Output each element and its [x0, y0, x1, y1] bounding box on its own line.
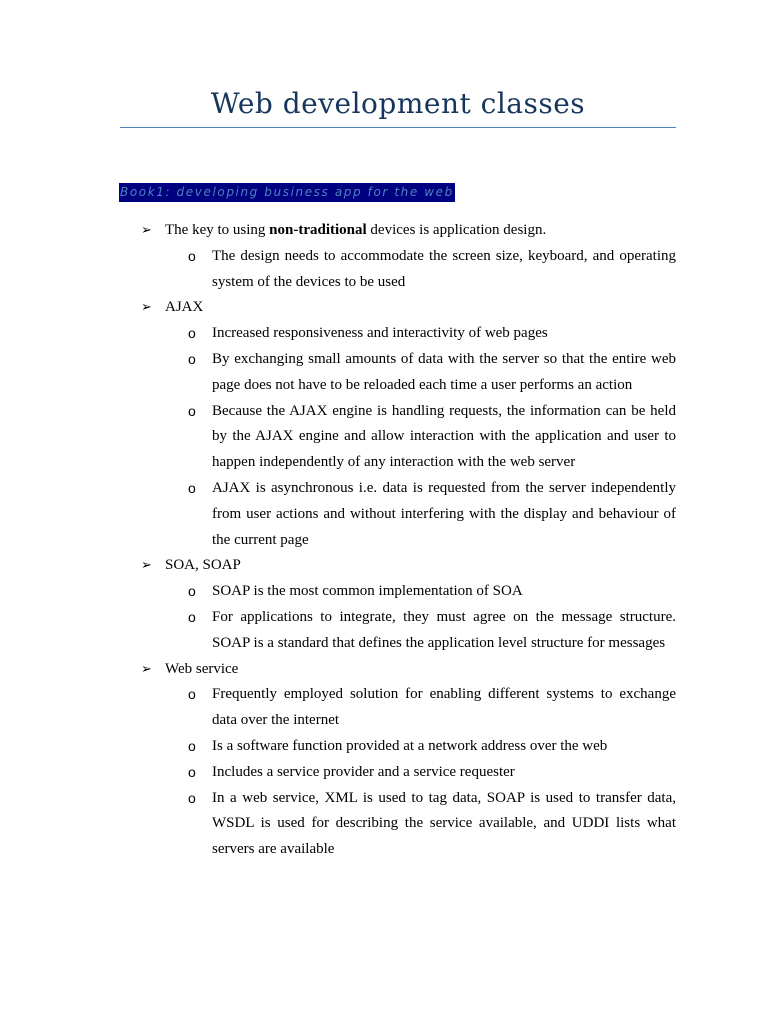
list-item-level2 — [188, 579, 676, 605]
circle-bullet-icon: o — [188, 583, 196, 600]
arrowhead-bullet-icon: ➢ — [141, 558, 152, 574]
page-title: Web development classes — [210, 87, 586, 120]
title-underline — [120, 127, 676, 128]
bullet-list — [0, 218, 768, 863]
circle-bullet-icon: o — [188, 325, 196, 342]
list-item-text: SOAP is the most common implementation of SOA — [212, 583, 523, 600]
list-item-level2 — [188, 682, 676, 734]
circle-bullet-icon: o — [188, 402, 196, 419]
list-item-text: Web service — [165, 660, 239, 677]
list-item-text: Because the AJAX engine is handling requests, the information can be held by the AJAX engine and allow interaction with the application and user to happen independently of any interaction with the web server — [212, 402, 676, 471]
list-item-text: Includes a service provider and a service requester — [212, 763, 515, 780]
arrowhead-bullet-icon: ➢ — [141, 661, 152, 677]
circle-bullet-icon: o — [188, 608, 196, 625]
list-item-level2 — [188, 760, 676, 786]
list-item-level1 — [141, 218, 676, 244]
list-item-text: AJAX — [165, 299, 204, 316]
bold-term: non-traditional — [269, 222, 367, 238]
list-item-text: The design needs to accommodate the screen size, keyboard, and operating system of the devices to be used — [212, 247, 676, 290]
circle-bullet-icon: o — [188, 789, 196, 806]
circle-bullet-icon: o — [188, 479, 196, 496]
list-item-level2 — [188, 347, 676, 399]
list-item-text: By exchanging small amounts of data with the server so that the entire web page does not have to be reloaded each time a user performs an action — [212, 350, 676, 393]
list-item-level1 — [141, 553, 676, 579]
circle-bullet-icon: o — [188, 737, 196, 754]
arrowhead-bullet-icon: ➢ — [141, 300, 152, 316]
list-item-level1 — [141, 295, 676, 321]
circle-bullet-icon: o — [188, 350, 196, 367]
circle-bullet-icon: o — [188, 763, 196, 780]
list-item-text: For applications to integrate, they must agree on the message structure. SOAP is a standard that defines the application level structure for messages — [212, 608, 676, 651]
circle-bullet-icon: o — [188, 686, 196, 703]
list-item-level2 — [188, 399, 676, 476]
list-item-text: The key to using — [165, 222, 270, 238]
circle-bullet-icon: o — [188, 247, 196, 264]
list-item-level2 — [188, 605, 676, 657]
highlighted-subtitle: Book1: developing business app for the web — [119, 183, 455, 202]
list-item-text: Is a software function provided at a network address over the web — [212, 737, 608, 754]
arrowhead-bullet-icon: ➢ — [141, 223, 152, 238]
list-item-text: In a web service, XML is used to tag data, SOAP is used to transfer data, WSDL is used for describing the service available, and UDDI lists what servers are available — [212, 789, 676, 858]
list-item-level2 — [188, 321, 676, 347]
list-item-text: Frequently employed solution for enabling different systems to exchange data over the internet — [212, 686, 676, 729]
list-item-level2 — [188, 734, 676, 760]
list-item-level2 — [188, 244, 676, 296]
list-item-text: SOA, SOAP — [165, 557, 241, 574]
list-item-text: devices is application design. — [366, 222, 547, 238]
list-item-level2 — [188, 476, 676, 553]
list-item-level1 — [141, 657, 676, 683]
list-item-text: Increased responsiveness and interactivity of web pages — [212, 325, 548, 342]
list-item-level2 — [188, 786, 676, 863]
list-item-text: AJAX is asynchronous i.e. data is requested from the server independently from user actions and without interfering with the display and behaviour of the current page — [212, 479, 676, 548]
